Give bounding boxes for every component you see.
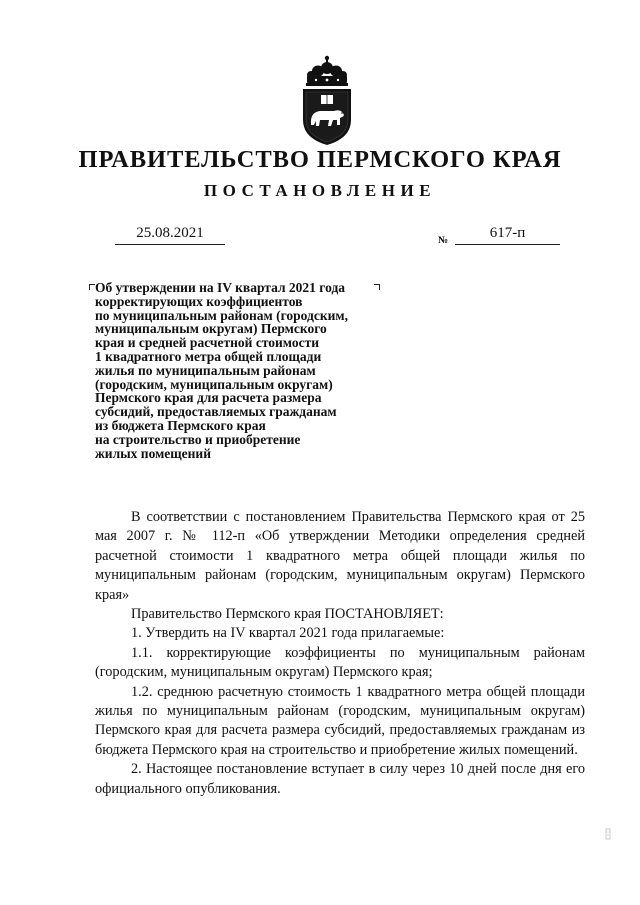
subject-line: из бюджета Пермского края xyxy=(95,417,266,433)
subject-line: корректирующих коэффициентов xyxy=(95,293,303,309)
document-date: 25.08.2021 xyxy=(115,225,225,245)
preamble-paragraph: В соответствии с постановлением Правительства Пермского края от 25 мая 2007 г. № 112-п «Об утверждении Методики определения средней расчетной стоимости 1 квадратного метра общей площади жилья по муниципальным районам (городским, муниципальным округам) Пермского края» xyxy=(95,509,585,603)
clause-1-1: 1.1. корректирующие коэффициенты по муниципальным районам (городским, муниципальным округам) Пермского края; xyxy=(95,644,585,681)
subject-line: муниципальным округам) Пермского xyxy=(95,321,327,337)
subject-line: субсидий, предоставляемых гражданам xyxy=(95,404,337,420)
perm-krai-coat-of-arms-icon xyxy=(298,54,356,146)
government-title: ПРАВИТЕЛЬСТВО ПЕРМСКОГО КРАЯ xyxy=(78,146,562,173)
subject-line: края и средней расчетной стоимости xyxy=(95,335,319,351)
subject-line: 1 квадратного метра общей площади xyxy=(95,348,322,364)
scan-artifact xyxy=(604,828,612,840)
number-sign: № xyxy=(438,235,449,246)
subject-line: по муниципальным районам (городским, xyxy=(95,307,348,323)
subject-line: жилых помещений xyxy=(95,445,211,461)
resolution-paragraph: Правительство Пермского края ПОСТАНОВЛЯЕТ: xyxy=(131,606,444,623)
document-number: 617-п xyxy=(455,225,560,245)
clause-1-2: 1.2. среднюю расчетную стоимость 1 квадратного метра общей площади жилья по муниципальным районам (городским, муниципальным округам) Пермского края для расчета размера субсидий, предоставляемых гражданам из бюджета Пермского края на строительство и приобретение жилых помещений. xyxy=(95,683,585,758)
subject-line: Об утверждении на IV квартал 2021 года xyxy=(95,280,346,295)
document-type: ПОСТАНОВЛЕНИЕ xyxy=(203,181,437,200)
subject-line: на строительство и приобретение xyxy=(95,431,301,447)
clause-1: 1. Утвердить на IV квартал 2021 года прилагаемые: xyxy=(131,625,445,642)
subject-line: (городским, муниципальным округам) xyxy=(95,376,333,392)
document-subject xyxy=(95,281,395,460)
subject-line: Пермского края для расчета размера xyxy=(95,390,322,406)
document-body xyxy=(95,508,585,799)
subject-line: жилья по муниципальным районам xyxy=(95,362,316,378)
clause-2: 2. Настоящее постановление вступает в силу через 10 дней после дня его официального опубликования. xyxy=(95,761,585,797)
